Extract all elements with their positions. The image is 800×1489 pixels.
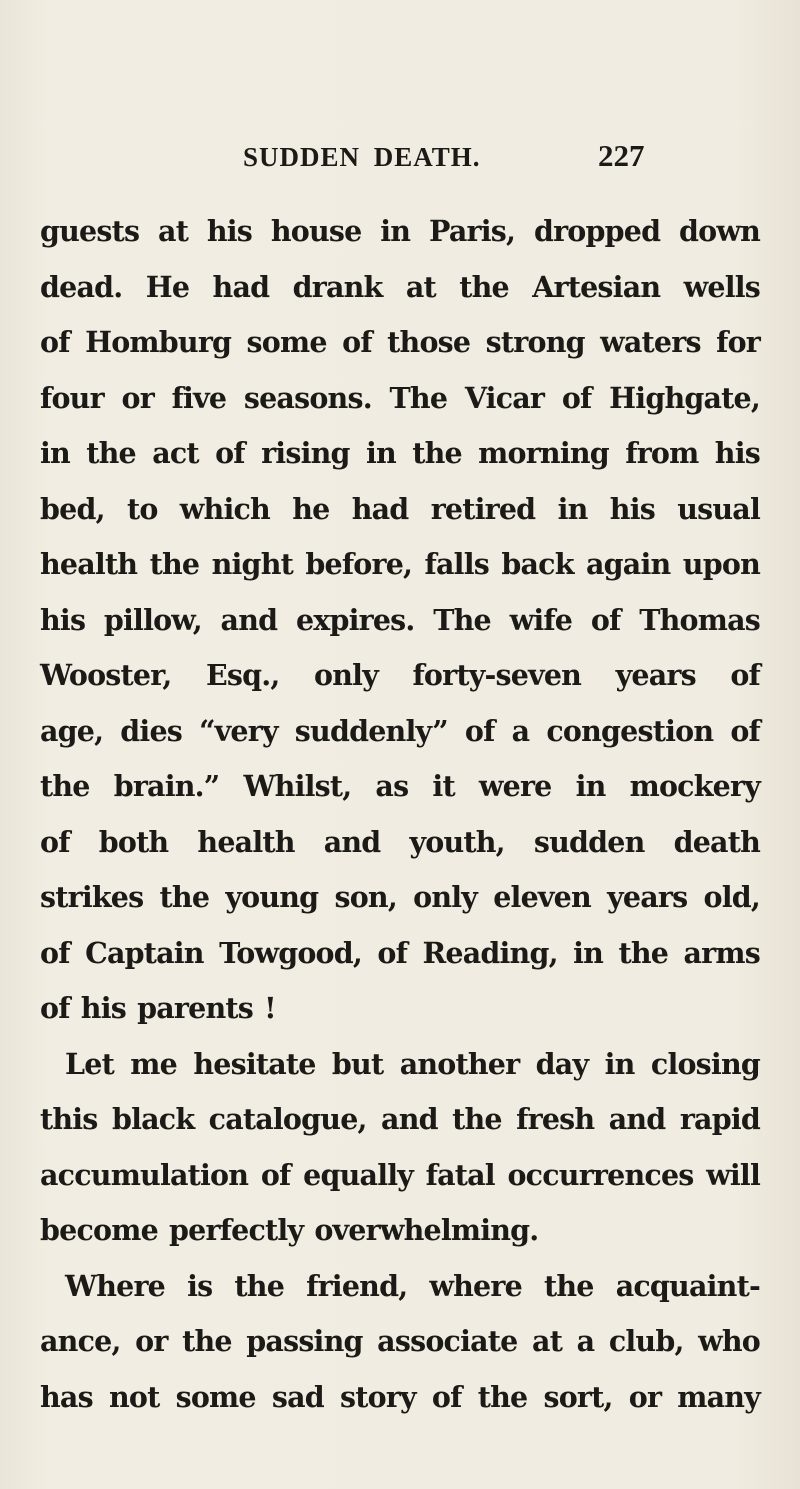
text-line: accumulation of equally fatal occurrences will [40,1157,760,1192]
text-line: the brain.” Whilst, as it were in mockery [40,769,760,803]
text-line: ance, or the passing associate at a club, who [40,1324,760,1358]
text-line: four or five seasons. The Vicar of Highgate, [40,380,760,415]
text-line: in the act of rising in the morning from his [40,436,760,470]
text-line: of Captain Towgood, of Reading, in the arms [40,935,760,970]
text-line: of both health and youth, sudden death [40,824,760,859]
text-line: his pillow, and expires. The wife of Thomas [40,602,760,637]
text-line: dead. He had drank at the Artesian wells [40,269,760,304]
text-line: this black catalogue, and the fresh and rapid [40,1102,760,1136]
text-line: has not some sad story of the sort, or many [40,1379,760,1414]
text-line: strikes the young son, only eleven years old, [40,880,760,914]
page-header [0,138,800,182]
text-line: age, dies “very suddenly” of a congestion of [40,713,760,748]
text-line: Let me hesitate but another day in closing [65,1046,760,1081]
text-line: become perfectly overwhelming. [40,1213,539,1247]
text-line: Where is the friend, where the acquaint- [65,1268,760,1303]
text-line: health the night before, falls back again upon [40,547,760,581]
page-number: 227 [598,138,645,173]
body-text [40,204,760,1425]
text-line: guests at his house in Paris, dropped down [40,214,760,248]
text-line: of his parents ! [40,991,276,1025]
text-line: Wooster, Esq., only forty-seven years of [40,658,760,692]
text-line: bed, to which he had retired in his usual [40,491,760,526]
running-head: SUDDEN DEATH. [243,142,481,172]
text-line: of Homburg some of those strong waters for [40,325,760,359]
